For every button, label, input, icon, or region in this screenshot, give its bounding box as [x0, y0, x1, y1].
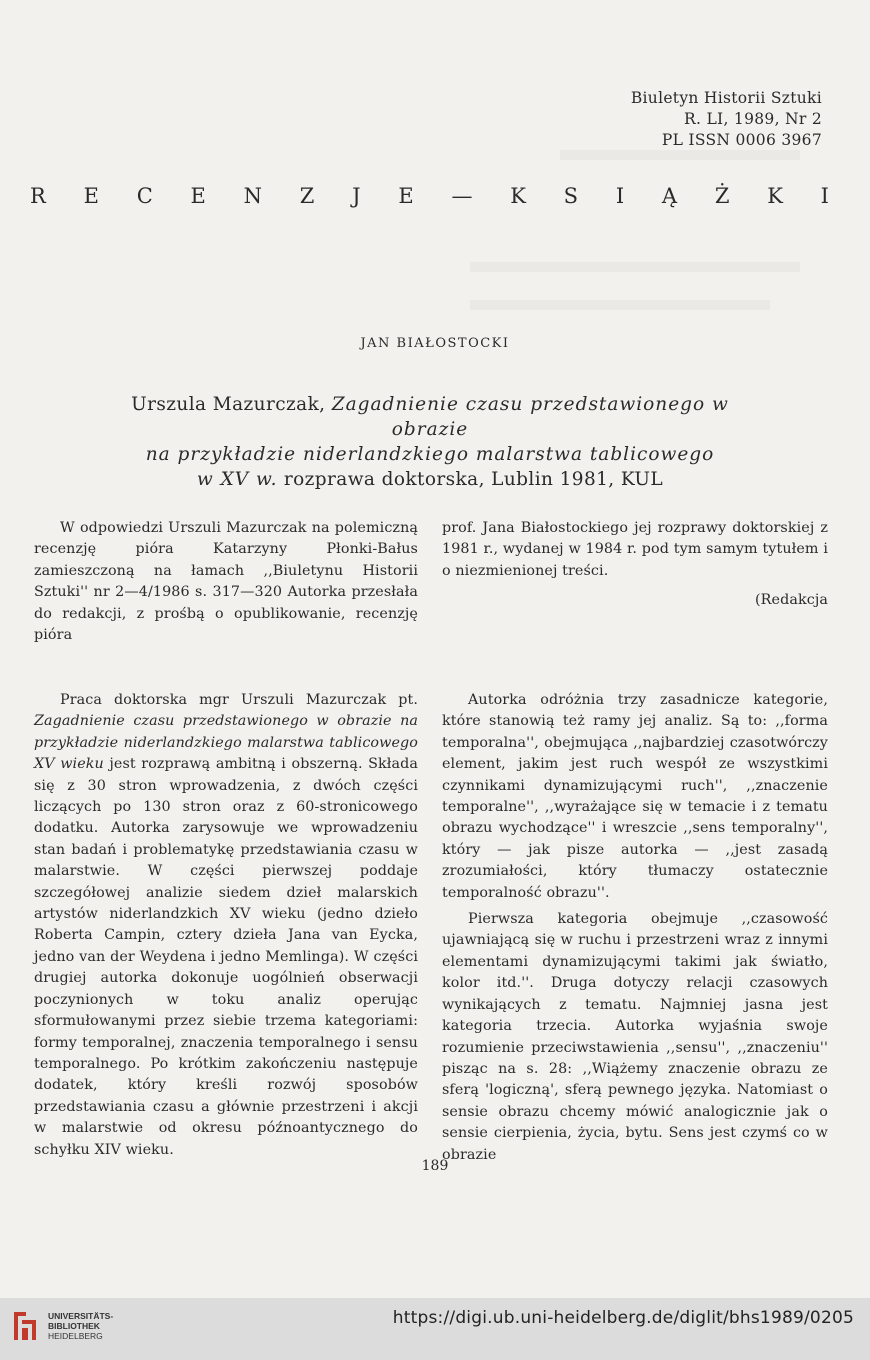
section-title-letter: S	[563, 184, 580, 208]
body-column-left	[34, 690, 418, 1161]
editorial-signature: (Redakcja	[754, 592, 828, 609]
section-title-letter: E	[190, 184, 207, 208]
section-title-letter: K	[767, 184, 784, 208]
permalink-url[interactable]: https://digi.ub.uni-heidelberg.de/diglit/bhs1989/0205	[392, 1308, 854, 1328]
reviewed-book	[100, 392, 760, 492]
bleed-through	[560, 150, 800, 160]
footer-bar	[0, 1298, 870, 1360]
library-name	[48, 1311, 113, 1341]
book-title-line2: na przykładzie niderlandzkiego malarstwa tablicowego	[145, 444, 715, 465]
editorial-note-left	[34, 518, 418, 646]
section-title-letter: N	[243, 184, 264, 208]
paragraph: Pierwsza kategoria obejmuje ,,czasowość ujawniającą się w ruchu i przestrzeni wraz z innymi elementami dynamizującymi takimi jak światło, kolor itd.''. Druga dotyczy relacji czasowych wynikających z tematu. Najmniej jasna jest kategoria trzecia. Autorka wyjaśnia swoje rozumienie przeciwstawienia ,,sensu'', ,,znaczeniu'' pisząc na s. 28: ,,Wiążemy znaczenie obrazu ze sferą 'logiczną', sferą pewnego języka. Natomiast o sensie obrazu chcemy mówić analogicznie jak o sensie cierpienia, życia, bytu. Sens jest czymś co w obrazie	[442, 911, 828, 1163]
journal-volume: R. LI, 1989, Nr 2	[684, 110, 822, 128]
paragraph-lead: Praca doktorska mgr Urszuli Mazurczak pt.	[60, 692, 418, 708]
book-author: Urszula Mazurczak,	[131, 394, 326, 415]
section-title-letter: —	[451, 184, 474, 208]
paragraph-body: jest rozprawą ambitną i obszerną. Składa się z 30 stron wprowadzenia, z dwóch części liczących po 130 stron oraz z 60-stronicowego dodatku. Autorka zarysowuje we wprowadzeniu stan badań i problematykę przedstawiania czasu w malarstwie. W części pierwszej poddaje szczegółowej analizie siedem dzieł malarskich artystów niderlandzkich XV wieku (jedno dzieło Roberta Campin, cztery dzieła Jana van Eycka, jedno van der Weydena i jedno Memlinga). W części drugiej autorka dokonuje uogólnień obserwacji poczynionych w toku analiz operując sformułowanymi przez siebie trzema kategoriami: formy temporalnej, znaczenia temporalnego i sensu temporalnego. Po krótkim zakończeniu następuje dodatek, który kreśli rozwój sposobów przedstawiania czasu a głównie przestrzeni i akcji w malarstwie od okresu późnoantycznego do schyłku XIV wieku.	[34, 756, 418, 1158]
dissertation-title: Zagadnienie czasu przedstawionego w obrazie na przykładzie niderlandzkiego malarstwa tablicowego XV wieku	[34, 713, 418, 773]
section-title-letter: K	[510, 184, 527, 208]
bleed-through	[470, 262, 800, 272]
book-title-line1: Zagadnienie czasu przedstawionego w obrazie	[331, 394, 729, 440]
review-author: JAN BIAŁOSTOCKI	[360, 336, 510, 351]
paragraph	[34, 690, 418, 1161]
library-logo-icon	[10, 1308, 40, 1344]
section-title-letter: J	[352, 184, 362, 208]
section-title-letter: C	[136, 184, 154, 208]
section-title-letter: R	[30, 184, 47, 208]
journal-issn: PL ISSN 0006 3967	[661, 131, 822, 149]
library-name-line1: UNIVERSITÄTS-	[48, 1311, 114, 1321]
book-title-line3: w XV w.	[196, 469, 278, 490]
section-title-letter: Z	[299, 184, 316, 208]
journal-name: Biuletyn Historii Sztuki	[630, 89, 822, 107]
page-number: 189	[421, 1158, 449, 1174]
library-name-line3: HEIDELBERG	[48, 1331, 103, 1341]
section-title-letter: I	[820, 184, 830, 208]
paragraph: Autorka odróżnia trzy zasadnicze kategorie, które stanowią też ramy jej analiz. Są to: ,,forma temporalna'', obejmująca ,,najbardziej czasotwórczy element, jakim jest ruch wespół ze wszystkimi czynnikami dynamizującymi ruch'', ,,znaczenie temporalne'', ,,wyrażające się w temacie i z tematu obrazu wychodzące'' i wreszcie ,,sens temporalny'', który — jak pisze autorka — ,,jest zasadą zrozumiałości, który tłumaczy ostatecznie temporalność obrazu''.	[442, 692, 828, 901]
section-title-letter: I	[615, 184, 626, 208]
paragraph: prof. Jana Białostockiego jej rozprawy doktorskiej z 1981 r., wydanej w 1984 r. pod tym samym tytułem i o niezmienionej treści.	[442, 520, 828, 579]
library-logo[interactable]	[10, 1308, 113, 1344]
body-column-right	[442, 690, 828, 1166]
section-title-letter: Ą	[661, 184, 679, 208]
library-name-line2: BIBLIOTHEK	[48, 1321, 100, 1331]
editorial-note-right	[442, 518, 828, 612]
section-title-letter: E	[398, 184, 415, 208]
book-details: rozprawa doktorska, Lublin 1981, KUL	[283, 469, 664, 490]
paragraph: W odpowiedzi Urszuli Mazurczak na polemiczną recenzję pióra Katarzyny Płonki-Bałus zamieszczoną na łamach ,,Biuletynu Historii Sztuki'' nr 2—4/1986 s. 317—320 Autorka przesłała do redakcji, z prośbą o opublikowanie, recenzję pióra	[34, 520, 418, 644]
bleed-through	[470, 300, 770, 310]
journal-header	[631, 88, 822, 151]
section-title	[30, 184, 830, 208]
section-title-letter: E	[83, 184, 100, 208]
section-title-letter: Ż	[714, 184, 731, 208]
